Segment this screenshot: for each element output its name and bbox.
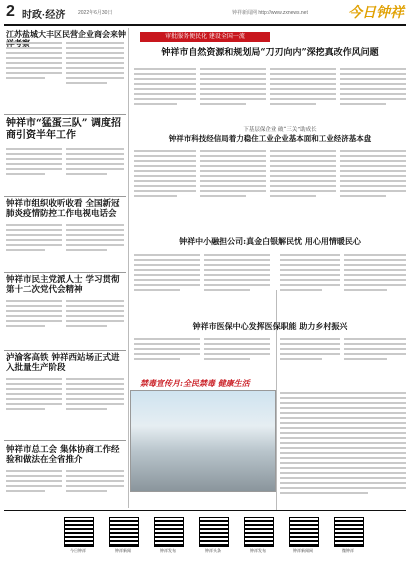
article-body [66,470,124,508]
headline[interactable]: 钟祥中小融担公司:真金白银解民忧 用心用情暖民心 [179,236,361,246]
article-body [6,378,62,438]
article-body [66,300,124,350]
qr-code-label: 钟祥发布 [250,548,266,553]
article-body [134,254,200,318]
divider [4,272,126,273]
newspaper-logo: 今日钟祥 [348,5,404,21]
article-body [204,254,270,318]
qr-code-label: 钟祥头条 [205,548,221,553]
article-body [340,68,406,126]
qr-code-icon[interactable] [64,517,94,547]
section-banner: 审批服务便民化 建设全国一流 [140,32,270,42]
issue-date: 2022年6月30日 [78,10,113,16]
article-title[interactable]: 钟祥市“猛蛋三队” 调度招商引资半年工作 [6,118,121,141]
article-body [340,150,406,228]
qr-code-icon[interactable] [154,517,184,547]
article-body [6,224,62,270]
article-title[interactable]: 钟祥市民主党派人士 学习贯彻第十二次党代会精神 [6,275,120,295]
article-body [6,470,62,508]
article-body [134,338,200,374]
column-divider [128,28,129,508]
headline[interactable]: 钟祥市科技经信局着力稳住工业企业基本面和工业经济基本盘 [168,134,372,143]
qr-code-label: 今日钟祥 [70,548,86,553]
headline[interactable]: 钟祥市医保中心发挥医保职能 助力乡村振兴 [192,321,348,331]
article-body [6,148,62,196]
article-body [200,150,266,228]
qr-code-icon[interactable] [244,517,274,547]
article-body [66,148,124,196]
article-body [280,338,340,374]
photo-slogan: 禁毒宣传月:全民禁毒 健康生活 [140,378,250,388]
news-photo [130,390,276,492]
article-body [66,378,124,438]
qr-code-row [60,517,380,563]
footer-left-info [4,512,58,564]
article-body [280,392,406,508]
qr-code-label: 钟祥新闻网 [293,548,313,553]
article-body [134,68,196,126]
divider [4,350,126,351]
article-body [66,42,124,112]
article-body [270,150,336,228]
page-number: 2 [6,3,15,20]
article-body [204,338,270,374]
kicker: 下基层保企业 破“三关”助成长 [243,127,317,133]
header-rule [4,24,406,26]
qr-code-label: 钟祥发布 [160,548,176,553]
headline[interactable]: 钟祥市自然资源和规划局“刀刃向内”深挖真改作风问题 [161,48,379,58]
page-header [0,0,410,26]
article-body [134,150,196,228]
article-body [270,68,336,126]
website-url[interactable]: 钟祥新闻网 http://www.zxnews.net [232,10,308,16]
article-title[interactable]: 钟祥市总工会 集体协商工作经验和做法在全省推介 [6,445,120,465]
footer-right-info [360,512,406,564]
footer-rule [4,510,406,511]
article-title[interactable]: 江苏盐城大丰区民营企业商会来钟 [6,29,126,39]
qr-code-icon[interactable] [109,517,139,547]
qr-code-label: 钟祥新闻 [115,548,131,553]
section-name: 时政·经济 [22,10,66,21]
qr-code-label: 微钟祥 [342,548,354,553]
divider [4,440,126,441]
article-body [6,42,62,112]
divider [4,196,126,197]
article-body [6,300,62,350]
article-title[interactable]: 泸渝客高铁 钟祥西站场正式进入批量生产阶段 [6,353,120,373]
article-body [344,338,406,374]
article-body [344,254,406,318]
divider [4,114,126,115]
article-body [280,254,340,318]
article-body [200,68,266,126]
qr-code-icon[interactable] [289,517,319,547]
article-body [66,224,124,270]
qr-code-icon[interactable] [199,517,229,547]
article-title[interactable]: 钟祥市组织收听收看 全国新冠肺炎疫情防控工作电视电话会 [6,199,120,219]
